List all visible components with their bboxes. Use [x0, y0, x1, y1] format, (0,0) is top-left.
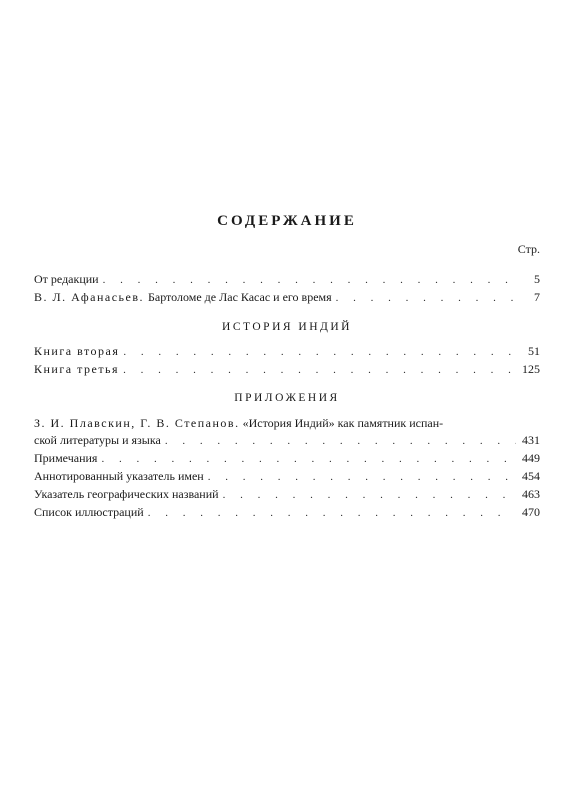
- toc-entry-page: 7: [534, 290, 540, 304]
- toc-entry-name-index[interactable]: [34, 468, 540, 484]
- toc-entry-page: 51: [528, 344, 540, 358]
- toc-entry-afanasyev[interactable]: [34, 289, 540, 305]
- leader-dots: [165, 434, 516, 448]
- toc-entry-page: 449: [522, 451, 540, 465]
- toc-entry-title: Аннотированный указатель имен: [34, 469, 204, 483]
- toc-entry-title: Примечания: [34, 451, 98, 465]
- toc-entry-illustrations[interactable]: [34, 504, 540, 520]
- toc-entry-title: Книга вторая: [34, 344, 120, 358]
- toc-entry-plavskin-line2[interactable]: [34, 432, 540, 448]
- toc-entry-editorial[interactable]: [34, 271, 540, 287]
- leader-dots: [123, 345, 516, 359]
- section-heading-appendix: ПРИЛОЖЕНИЯ: [234, 392, 340, 404]
- leader-dots: [103, 273, 516, 287]
- toc-entry-geo-index[interactable]: [34, 486, 540, 502]
- toc-entry-page: 463: [522, 487, 540, 501]
- toc-entry-book-three[interactable]: [34, 361, 540, 377]
- leader-dots: [101, 452, 516, 466]
- section-heading-history: ИСТОРИЯ ИНДИЙ: [222, 321, 352, 333]
- toc-entry-title: Бартоломе де Лас Касас и его время: [148, 290, 332, 304]
- leader-dots: [148, 506, 516, 520]
- toc-entry-title: Указатель географических названий: [34, 487, 219, 501]
- leader-dots: [123, 363, 516, 377]
- toc-entry-page: 125: [522, 362, 540, 376]
- toc-entry-page: 431: [522, 433, 540, 447]
- toc-entry-title-cont: ской литературы и языка: [34, 433, 161, 447]
- contents-title: СОДЕРЖАНИЕ: [217, 213, 357, 229]
- toc-entry-notes[interactable]: [34, 450, 540, 466]
- toc-entry-page: 470: [522, 505, 540, 519]
- leader-dots: [336, 291, 516, 305]
- toc-entry-author: В. Л. Афанасьев.: [34, 290, 144, 304]
- toc-entry-title: От редакции: [34, 272, 99, 286]
- toc-entry-author: З. И. Плавскин, Г. В. Степанов.: [34, 416, 240, 430]
- toc-entry-plavskin-line1[interactable]: [34, 416, 540, 431]
- toc-entry-title: Книга третья: [34, 362, 120, 376]
- leader-dots: [223, 488, 516, 502]
- toc-entry-page: 454: [522, 469, 540, 483]
- page-column-label: Стр.: [517, 242, 540, 256]
- toc-entry-book-two[interactable]: [34, 343, 540, 359]
- toc-entry-title: «История Индий» как памятник испан-: [242, 416, 444, 430]
- leader-dots: [208, 470, 516, 484]
- toc-entry-page: 5: [534, 272, 540, 286]
- toc-entry-title: Список иллюстраций: [34, 505, 144, 519]
